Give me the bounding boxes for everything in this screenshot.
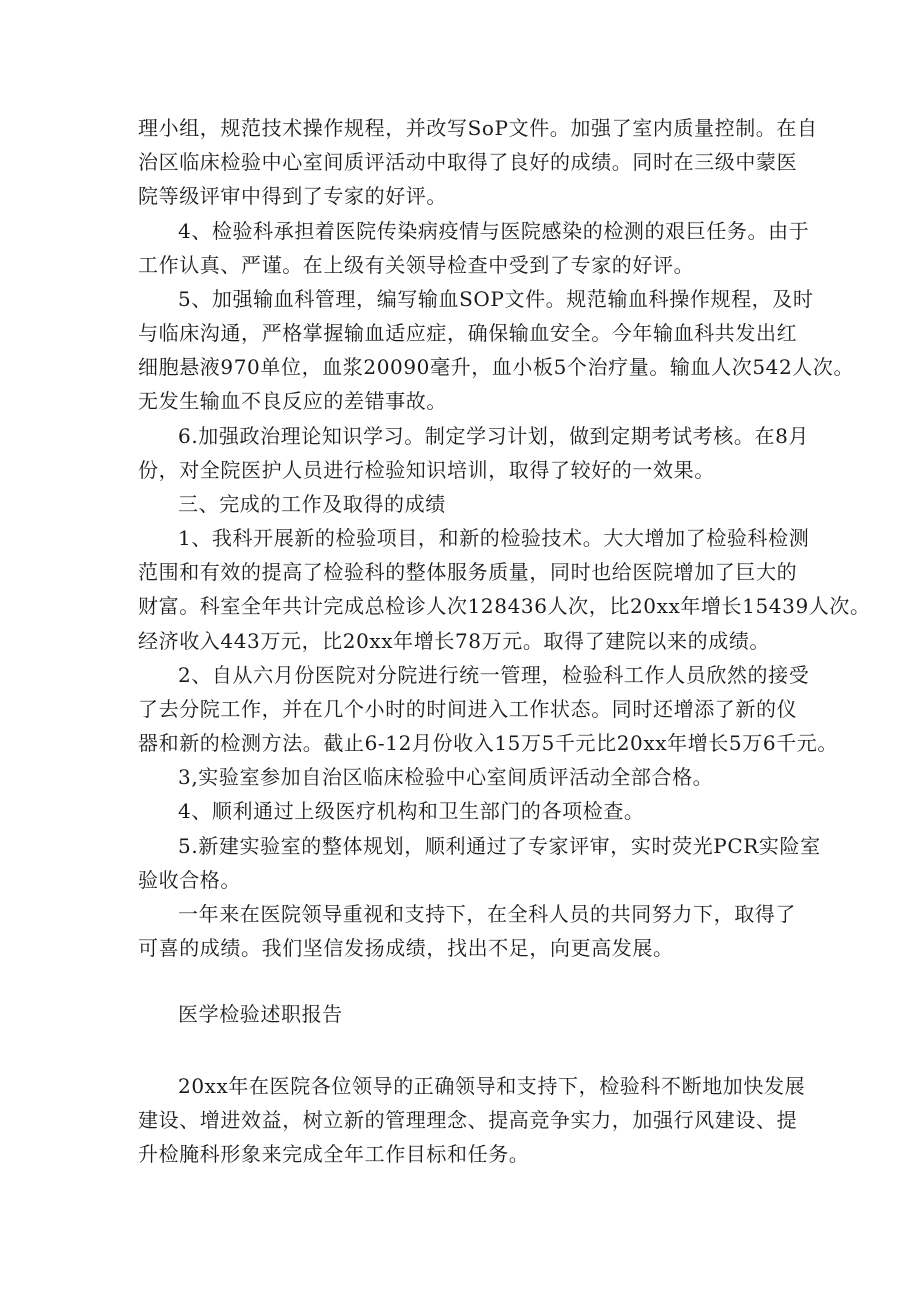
report-title: 医学检验述职报告 bbox=[178, 1002, 343, 1026]
text-line: 20xx年在医院各位领导的正确领导和支持下，检验科不断地加快发展 bbox=[178, 1074, 806, 1098]
text-line: 1、我科开展新的检验项目，和新的检验技术。大大增加了检验科检测 bbox=[178, 526, 810, 550]
text-line: 5、加强输血科管理，编写输血SOP文件。规范输血科操作规程，及时 bbox=[178, 287, 814, 311]
text-line: 治区临床检验中心室间质评活动中取得了良好的成绩。同时在三级中蒙医 bbox=[138, 150, 798, 174]
text-line: 无发生输血不良反应的差错事故。 bbox=[138, 389, 447, 413]
text-line: 范围和有效的提高了检验科的整体服务质量，同时也给医院增加了巨大的 bbox=[138, 560, 798, 584]
text-line: 与临床沟通，严格掌握输血适应症，确保输血安全。今年输血科共发出红 bbox=[138, 321, 798, 345]
text-line: 理小组，规范技术操作规程，并改写SoP文件。加强了室内质量控制。在自 bbox=[138, 116, 818, 140]
text-line: 工作认真、严谨。在上级有关领导检查中受到了专家的好评。 bbox=[138, 253, 695, 277]
text-line: 2、自从六月份医院对分院进行统一管理，检验科工作人员欣然的接受 bbox=[178, 663, 810, 687]
text-line: 建设、增进效益，树立新的管理理念、提高竞争实力，加强行风建设、提 bbox=[138, 1108, 798, 1132]
text-line: 细胞悬液970单位，血浆20090毫升，血小板5个治疗量。输血人次542人次。 bbox=[138, 355, 855, 379]
text-line: 器和新的检测方法。截止6-12月份收入15万5千元比20xx年增长5万6千元。 bbox=[138, 731, 838, 755]
text-line: 5.新建实验室的整体规划，顺利通过了专家评审，实时荧光PCR实险室 bbox=[178, 834, 821, 858]
section-heading: 三、完成的工作及取得的成绩 bbox=[178, 492, 446, 516]
text-line: 份，对全院医护人员进行检验知识培训，取得了较好的一效果。 bbox=[138, 458, 715, 482]
text-line: 院等级评审中得到了专家的好评。 bbox=[138, 184, 447, 208]
text-line: 了去分院工作，并在几个小时的时间进入工作状态。同时还增添了新的仪 bbox=[138, 697, 798, 721]
text-line: 经济收入443万元，比20xx年增长78万元。取得了建院以来的成绩。 bbox=[138, 629, 771, 653]
text-line: 4、检验科承担着医院传染病疫情与医院感染的检测的艰巨任务。由于 bbox=[178, 219, 810, 243]
text-line: 6.加强政治理论知识学习。制定学习计划，做到定期考试考核。在8月 bbox=[178, 424, 810, 448]
text-line: 4、顺利通过上级医疗机构和卫生部门的各项检查。 bbox=[178, 799, 645, 823]
text-line: 升检腌科形象来完成全年工作目标和任务。 bbox=[138, 1142, 530, 1166]
text-line: 3,实验室参加自治区临床检验中心室间质评活动全部合格。 bbox=[178, 765, 714, 789]
text-line: 可喜的成绩。我们坚信发扬成绩，找出不足，向更高发展。 bbox=[138, 936, 674, 960]
text-line: 验收合格。 bbox=[138, 868, 241, 892]
text-line: 一年来在医院领导重视和支持下，在全科人员的共同努力下，取得了 bbox=[178, 902, 796, 926]
text-line: 财富。科室全年共计完成总检诊人次128436人次，比20xx年增长15439人次。 bbox=[138, 594, 871, 618]
